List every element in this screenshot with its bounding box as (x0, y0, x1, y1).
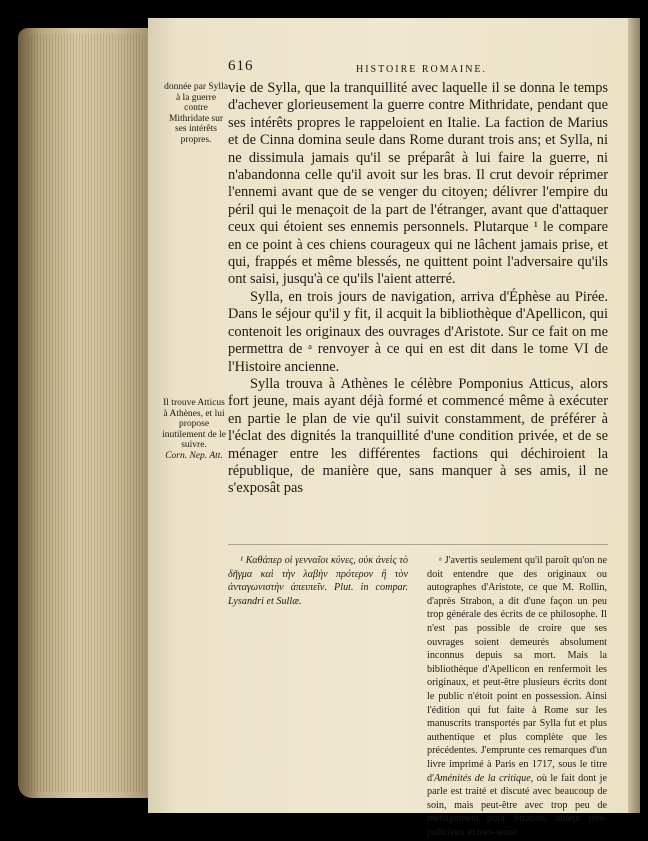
paragraph-apellicon-library: Sylla, en trois jours de navigation, arriva d'Éphèse au Pirée. Dans le séjour qu'il y fit, il acquit la bibliothèque d'Apellicon, qui contenoit les originaux des ouvrages d'Aristote. Sur ce fait on me permettra de ᵃ renvoyer à ce qui en est dit dans le tome VI de l'Histoire ancienne. (228, 288, 608, 375)
margin-note-atticus-text: Il trouve Atticus à Athènes, et lui propose inutilement de le suivre. (162, 398, 226, 451)
footnote-aristotle (427, 554, 607, 839)
book-page-edges (18, 28, 148, 798)
page-number: 616 (228, 58, 254, 74)
footnote-rule (228, 544, 608, 545)
paragraph-atticus: Sylla trouva à Athènes le célèbre Pomponius Atticus, alors fort jeune, mais ayant déjà formé et commencé même à exécuter en partie le plan de vie qu'il suivit constamment, de préférer à l'éclat des dignités la tranquillité d'une condition privée, et de se ménager entre les différentes factions qui déchiroient la république, de manière que, sans manquer à ses amis, il ne s'exposât pas (228, 375, 608, 497)
running-title: HISTOIRE ROMAINE. (356, 64, 488, 75)
page-header (228, 58, 608, 80)
footnote-greek-quote: ¹ Καθάπερ οἱ γενναῖοι κύνες, οὐκ ἀνεὶς τὸ δῆγμα καὶ τὴν λαβὴν πρότερον ἢ τὸν ἀνταγωνιστὴν ἀπειπεῖν. (228, 555, 408, 594)
margin-note-atticus-citation: Corn. Nep. Att. (165, 450, 223, 461)
footnote-book-title: Aménités de la critique (433, 772, 531, 784)
footnote-aristotle-end: , où le fait dont je parle est traité et discuté avec beaucoup de soin, mais peut-être avec trop peu de ménagement pour Strabon, auteur très-judicieux et très-sensé. (427, 772, 607, 838)
margin-note-atticus (160, 398, 228, 462)
paragraph-sylla-mithridate: vie de Sylla, que la tranquillité avec laquelle il se donna le temps d'achever glorieusement la guerre contre Mithridate, pendant que ses intérêts propres le rappeloient en Italie. La faction de Marius et de Cinna domina seule dans Rome durant trois ans; et Sylla, ni ne dissimula jamais qu'il se préparât à lui faire la guerre, ni n'abandonna celle qu'il avoit sur les bras. Il crut devoir réprimer l'ennemi avant que de se venger du citoyen; délivrer l'empire du péril qui le menaçoit de la part de l'étranger, avant que d'attaquer ceux qui étoient ses ennemis personnels. Plutarque ¹ le compare en ce point à ces chiens courageux qui ne lâchent jamais prise, et qui, frappés et même blessés, ne quittent point l'adversaire qu'ils ont saisi, jusqu'à ce qu'ils l'aient atterré. (228, 80, 608, 288)
footnotes-column-right (427, 554, 607, 841)
margin-note-mithridate: donnée par Sylla à la guerre contre Mithridate sur ses intérêts propres. (164, 82, 228, 145)
footnotes-column-left (228, 554, 408, 610)
footnote-plutarch (228, 554, 408, 608)
next-page-edge (628, 18, 640, 813)
book-page (148, 18, 628, 838)
footnote-aristotle-text: ᵃ J'avertis seulement qu'il paroît qu'on ne doit entendre que des originaux ou autographes d'Aristote, ce que M. Rollin, d'après Strabon, a dit d'une façon un peu trop générale des écrits de ce philosophe. Il n'est pas possible de croire que ses ouvrages soient demeurés absolument inconnus depuis sa mort. Mais la bibliothèque d'Apellicon en renfermoit les originaux, et peut-être plusieurs écrits dont le public n'étoit point en possession. Ainsi l'édition qui fut faite à Rome sur les manuscrits transportés par Sylla fut et plus authentique et plus complète que les précédentes. J'emprunte ces remarques d'un livre imprimé à Paris en 1717, sous le titre d' (427, 555, 607, 784)
main-text (228, 80, 608, 498)
footnote-plutarch-citation: Plut. in compar. Lysandri et Sullæ. (228, 582, 409, 607)
